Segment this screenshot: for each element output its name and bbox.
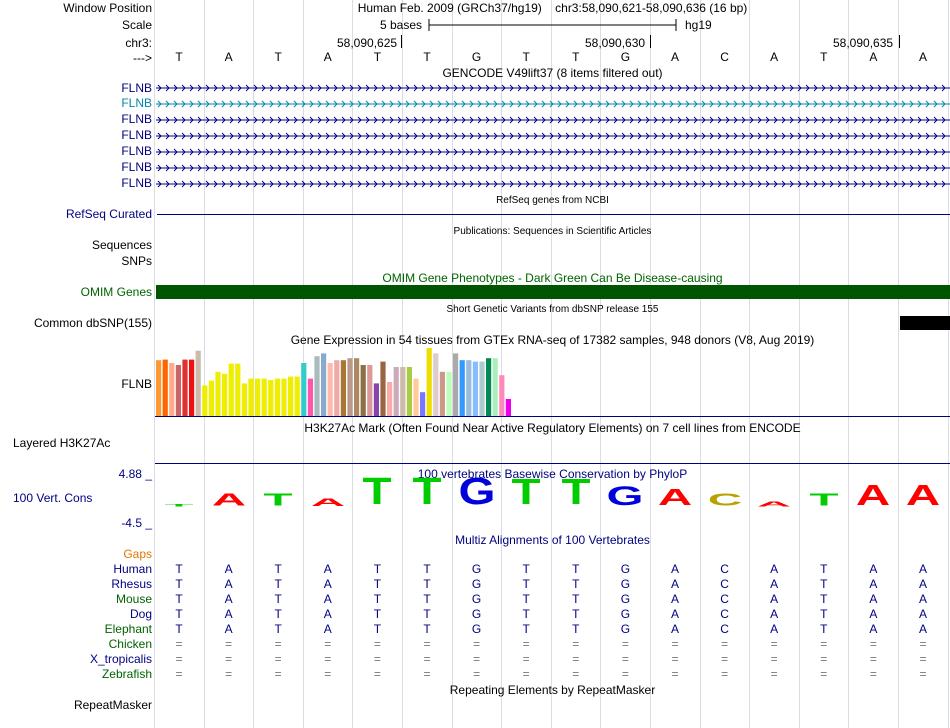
alignment-base: = [225,652,233,666]
omim-feature-bar[interactable] [156,285,950,299]
gtex-tissue-bar[interactable] [361,365,366,416]
tick-mark-2 [650,35,651,48]
alignment-base: A [918,592,927,606]
h3k27ac-baseline [155,463,950,464]
alignment-base: T [820,607,828,621]
alignment-base: G [471,562,482,576]
reference-base: A [670,50,679,64]
alignment-base: = [919,637,927,651]
alignment-base: A [224,562,233,576]
alignment-base: = [621,637,629,651]
gtex-tissue-bar[interactable] [209,381,214,416]
alignment-base: = [423,667,431,681]
gtex-tissue-bar[interactable] [215,372,220,416]
cons-max-label: 4.88 _ [118,467,152,481]
alignment-base: T [373,607,382,621]
refseq-label[interactable]: RefSeq Curated [65,207,152,221]
alignment-base: = [373,652,381,666]
gtex-tissue-bar[interactable] [446,372,451,416]
genome-browser-view: Window Position Scale chr3: ---> FLNB FLNB FLNB FLNB FLNB FLNB FLNB RefSeq Curated Sequences SNPs OMIM Genes Common dbSNP(155) FLNB Layered H3K27Ac 4.88 _ 100 Vert. Cons -4.5 _ Gaps Human Rhesus Mouse Dog Elephant Chicken X_tropicalis Zebrafish RepeatMasker Human Feb. 2009 (GRCh37/hg19) chr3:58,090,621-58,090,636 (16 bp) 5 bases hg19 58,090,625 58,090,630 58,090,635 T A T A T T G T T G A C A T A A GENCODE V49lift37 (8 items filtered out) RefSeq genes from NCBI Publications: Sequences in Scientific Articles OMIM Gene Phenotypes - Dark Green Can Be Disease-causing Short Genetic Variants from dbSNP release 155 Gene Expression in 54 tissues from GTEx RNA-seq of 17382 samples, 948 donors (V8, Aug 2019) H3K27Ac Mark (Often Found Near Active Regulatory Elements) on 7 cell lines from ENCODE 100 vertebrates Basewise Conservation by PhyloP T A T A T T G T T G A C A T A A Multiz Alignments of 100 Vertebrates T A T A T T G T T G A C A T A A T A T A T T G T T G A C A T A A T A T A T T G T T G A C A T A A T A T A T T G T T G A C A T A A T A T A T T G T T G A C A T A A = = = = = = = = = = = = = = = = = = = = = = = = = = = = = = = = = = = = = = = = = = = = = = = = Repeating Elements by RepeatMasker [0,0,950,728]
alignment-base: A [670,607,679,621]
alignment-base: T [373,592,382,606]
reference-base: T [820,50,828,64]
conservation-letter: T [511,472,541,513]
alignment-base: = [274,667,282,681]
alignment-base: A [770,592,779,606]
omim-genes-label[interactable]: OMIM Genes [80,285,152,299]
reference-base: A [224,50,233,64]
gtex-tissue-bar[interactable] [354,358,359,416]
alignment-base: = [324,652,332,666]
alignment-base: = [671,637,679,651]
gtex-tissue-bar[interactable] [202,385,207,416]
gencode-transcript-2[interactable] [156,98,950,110]
reference-base: G [620,50,631,64]
h3k27ac-title[interactable]: H3K27Ac Mark (Often Found Near Active Regulatory Elements) on 7 cell lines from ENCODE [304,421,801,435]
alignment-base: = [225,667,233,681]
gtex-tissue-bar[interactable] [235,364,240,416]
alignment-base: T [175,577,183,591]
alignment-base: = [473,667,481,681]
gaps-label: Gaps [123,547,152,561]
alignment-base: = [522,667,530,681]
gtex-tissue-bar[interactable] [499,375,504,416]
alignment-base: T [820,577,828,591]
gtex-tissue-bar[interactable] [341,360,346,416]
alignment-base: C [720,577,729,591]
gtex-tissue-bar[interactable] [295,377,300,416]
gtex-bar-chart[interactable] [155,346,950,416]
alignment-base: = [522,637,530,651]
gtex-tissue-bar[interactable] [281,379,286,416]
gtex-tissue-bar[interactable] [222,374,227,416]
alignment-base: A [323,622,332,636]
alignment-base: A [918,607,927,621]
species-label[interactable]: Chicken [108,637,152,651]
alignment-base: = [869,637,877,651]
gtex-tissue-bar[interactable] [413,379,418,416]
alignment-base: = [572,667,580,681]
gtex-tissue-bar[interactable] [314,356,319,416]
alignment-base: = [621,652,629,666]
reference-base: T [274,50,282,64]
alignment-base: = [175,652,183,666]
gtex-tissue-bar[interactable] [440,372,445,416]
gencode-label-7[interactable]: FLNB [121,176,152,190]
alignment-base: = [919,667,927,681]
alignment-base: = [324,667,332,681]
gtex-tissue-bar[interactable] [400,367,405,416]
alignment-base: T [274,622,282,636]
alignment-base: = [522,652,530,666]
alignment-base: = [572,652,580,666]
alignment-base: = [919,652,927,666]
conservation-letter: T [809,490,839,510]
refseq-gene-line[interactable] [157,214,950,215]
alignment-base: A [323,562,332,576]
gtex-tissue-bar[interactable] [473,362,478,416]
alignment-base: = [820,667,828,681]
alignment-base: T [274,577,282,591]
scale-bases-text: 5 bases [380,18,423,32]
tick-label-1: 58,090,625 [337,36,398,50]
alignment-base: A [770,562,779,576]
tick-label-2: 58,090,630 [585,36,646,50]
tick-mark-1 [401,35,402,48]
reference-base: A [323,50,332,64]
gtex-baseline [155,416,950,417]
gencode-label-5[interactable]: FLNB [121,144,152,158]
alignment-base: T [572,607,580,621]
scale-label: Scale [121,18,152,32]
alignment-base: = [423,637,431,651]
conservation-letter: T [164,503,194,508]
species-label[interactable]: Dog [129,607,152,621]
conservation-letter: G [458,471,496,513]
alignment-base: A [224,607,233,621]
gencode-transcript-1[interactable] [156,82,950,94]
alignment-base: T [274,562,282,576]
alignment-base: = [175,637,183,651]
gtex-tissue-bar[interactable] [433,353,438,416]
gencode-label-4[interactable]: FLNB [121,128,152,142]
alignment-base: T [820,562,828,576]
alignment-base: = [324,637,332,651]
gtex-tissue-bar[interactable] [321,353,326,416]
alignment-base: A [770,622,779,636]
alignment-base: T [423,562,431,576]
alignment-base: T [175,622,183,636]
reference-base: C [720,50,729,64]
gtex-tissue-bar[interactable] [301,363,306,416]
alignment-base: G [471,622,482,636]
gtex-tissue-bar[interactable] [275,379,280,416]
alignment-base: = [274,637,282,651]
alignment-base: G [620,622,631,636]
conservation-letter: T [362,471,392,513]
alignment-base: = [572,637,580,651]
window-position-label: Window Position [63,1,152,15]
alignment-base: A [869,622,878,636]
alignment-base: = [373,637,381,651]
tick-mark-3 [899,35,900,48]
alignment-base: A [670,577,679,591]
alignment-base: T [522,622,530,636]
alignment-base: T [274,607,282,621]
position-header [155,1,950,15]
alignment-base: G [471,607,482,621]
reference-base: A [918,50,927,64]
assembly-name: Human Feb. 2009 (GRCh37/hg19) [357,1,542,15]
dbsnp-label[interactable]: Common dbSNP(155) [33,316,152,330]
alignment-base: = [274,652,282,666]
alignment-base: A [670,622,679,636]
gtex-tissue-bar[interactable] [394,367,399,416]
gtex-gene-label[interactable]: FLNB [121,377,152,391]
alignment-base: A [323,577,332,591]
gencode-label-3[interactable]: FLNB [121,112,152,126]
alignment-base: = [820,652,828,666]
alignment-base: T [274,592,282,606]
conservation-letter: A [905,480,941,512]
alignment-base: A [323,607,332,621]
gencode-transcript-7[interactable] [156,178,950,190]
alignment-base: G [471,577,482,591]
alignment-base: = [621,667,629,681]
conservation-letter: T [263,490,293,510]
gtex-tissue-bar[interactable] [420,392,425,416]
gtex-tissue-bar[interactable] [328,363,333,416]
reference-base: T [373,50,382,64]
alignment-base: A [224,577,233,591]
publications-title[interactable]: Publications: Sequences in Scientific Articles [453,226,652,237]
alignment-base: A [869,607,878,621]
gtex-tissue-bar[interactable] [506,399,511,416]
gtex-tissue-bar[interactable] [262,379,267,416]
alignment-base: = [770,637,778,651]
species-label[interactable]: X_tropicalis [89,652,152,666]
gtex-tissue-bar[interactable] [182,360,187,416]
species-label[interactable]: Mouse [115,592,152,606]
chrom-label: chr3: [125,36,152,50]
alignment-base: A [670,592,679,606]
gtex-tissue-bar[interactable] [407,367,412,416]
gtex-tissue-bar[interactable] [493,358,498,416]
conservation-letter: T [561,472,591,513]
alignment-base: G [471,592,482,606]
alignment-base: T [522,607,530,621]
scale-bar [427,17,682,33]
alignment-base: T [175,607,183,621]
gtex-tissue-bar[interactable] [189,360,194,416]
alignment-base: T [373,562,382,576]
gencode-transcript-6[interactable] [156,162,950,174]
alignment-base: A [670,562,679,576]
gtex-tissue-bar[interactable] [308,379,313,416]
sequences-label[interactable]: Sequences [91,238,152,252]
alignment-base: T [522,592,530,606]
dbsnp-variant[interactable] [900,316,950,330]
alignment-base: A [869,592,878,606]
alignment-base: = [721,667,729,681]
alignment-base: T [423,622,431,636]
reference-base: T [423,50,431,64]
tick-label-3: 58,090,635 [833,36,894,50]
snps-label[interactable]: SNPs [121,254,152,268]
alignment-base: T [522,562,530,576]
gencode-label-2[interactable]: FLNB [121,96,152,110]
alignment-base: T [373,622,382,636]
alignment-base: C [720,562,729,576]
alignment-base: = [820,637,828,651]
gtex-tissue-bar[interactable] [374,383,379,416]
dbsnp-title[interactable]: Short Genetic Variants from dbSNP release 155 [446,304,659,315]
alignment-base: = [473,652,481,666]
gencode-label-1[interactable]: FLNB [121,81,152,95]
gencode-transcript-3[interactable] [156,114,950,126]
gtex-tissue-bar[interactable] [156,360,161,416]
alignment-base: = [869,667,877,681]
alignment-base: T [423,592,431,606]
gtex-tissue-bar[interactable] [242,383,247,416]
alignment-base: T [820,592,828,606]
gtex-tissue-bar[interactable] [387,382,392,416]
alignment-base: A [918,622,927,636]
repeatmasker-title[interactable]: Repeating Elements by RepeatMasker [449,683,656,697]
scale-db: hg19 [685,18,712,32]
conservation-letter: A [657,485,693,511]
conservation-letter: T [412,471,442,513]
reference-base: A [869,50,878,64]
conservation-letter: A [310,496,345,509]
omim-title[interactable]: OMIM Gene Phenotypes - Dark Green Can Be Disease-causing [382,271,723,285]
repeatmasker-label[interactable]: RepeatMasker [73,698,152,712]
alignment-base: A [770,607,779,621]
gtex-tissue-bar[interactable] [176,365,181,416]
multiz-title[interactable]: Multiz Alignments of 100 Vertebrates [455,533,650,547]
reference-base: T [175,50,183,64]
species-label[interactable]: Rhesus [111,577,152,591]
alignment-base: T [572,622,580,636]
alignment-base: A [323,592,332,606]
alignment-base: T [423,577,431,591]
cons-title[interactable]: 100 vertebrates Basewise Conservation by PhyloP [417,467,688,481]
alignment-base: = [770,667,778,681]
track-area[interactable] [155,0,950,728]
alignment-base: C [720,592,729,606]
gtex-tissue-bar[interactable] [163,360,168,416]
gencode-title[interactable]: GENCODE V49lift37 (8 items filtered out) [442,66,663,80]
alignment-base: A [918,577,927,591]
alignment-base: = [225,637,233,651]
refseq-title[interactable]: RefSeq genes from NCBI [496,195,609,206]
gtex-tissue-bar[interactable] [288,377,293,416]
gtex-tissue-bar[interactable] [367,365,372,416]
alignment-base: T [373,577,382,591]
conservation-letter: A [211,490,246,510]
alignment-base: = [671,652,679,666]
alignment-base: = [721,637,729,651]
alignment-base: G [620,577,631,591]
alignment-base: T [175,592,183,606]
gtex-tissue-bar[interactable] [268,380,273,416]
alignment-base: = [473,637,481,651]
alignment-base: C [720,622,729,636]
alignment-base: A [869,562,878,576]
alignment-base: = [770,652,778,666]
alignment-base: T [572,577,580,591]
alignment-base: = [869,652,877,666]
species-label[interactable]: Human [113,562,152,576]
conservation-letter: C [707,490,742,510]
gencode-transcript-5[interactable] [156,146,950,158]
gencode-transcript-4[interactable] [156,130,950,142]
gtex-tissue-bar[interactable] [460,360,465,416]
alignment-base: T [175,562,183,576]
alignment-base: T [522,577,530,591]
alignment-base: = [671,667,679,681]
alignment-base: A [224,592,233,606]
gtex-tissue-bar[interactable] [255,379,260,416]
gtex-tissue-bar[interactable] [466,360,471,416]
alignment-base: T [820,622,828,636]
gtex-title[interactable]: Gene Expression in 54 tissues from GTEx RNA-seq of 17382 samples, 948 donors (V8, Aug 2019) [290,333,815,347]
position-range: chr3:58,090,621-58,090,636 (16 bp) [555,1,748,15]
conservation-letter: A [757,499,792,509]
gtex-tissue-bar[interactable] [229,364,234,416]
alignment-base: G [620,592,631,606]
gtex-tissue-bar[interactable] [334,360,339,416]
alignment-base: = [721,652,729,666]
alignment-base: = [175,667,183,681]
reference-base: T [572,50,580,64]
reference-base: G [471,50,482,64]
gtex-tissue-bar[interactable] [453,353,458,416]
gtex-tissue-bar[interactable] [196,351,201,416]
species-label[interactable]: Zebrafish [101,667,152,681]
strand-arrow-label: ---> [133,51,152,65]
alignment-base: = [373,667,381,681]
gtex-tissue-bar[interactable] [427,348,432,416]
alignment-base: A [770,577,779,591]
species-label[interactable]: Elephant [104,622,152,636]
alignment-base: = [423,652,431,666]
alignment-base: T [572,592,580,606]
conservation-letter: G [606,481,644,512]
alignment-base: A [918,562,927,576]
alignment-base: G [620,607,631,621]
gtex-tissue-bar[interactable] [169,363,174,416]
reference-base: A [770,50,779,64]
cons-min-label: -4.5 _ [121,516,152,530]
gtex-tissue-bar[interactable] [479,362,484,416]
conservation-letter: A [856,480,891,512]
gencode-label-6[interactable]: FLNB [121,160,152,174]
alignment-base: A [869,577,878,591]
alignment-base: C [720,607,729,621]
gtex-tissue-bar[interactable] [347,358,352,416]
alignment-base: T [423,607,431,621]
alignment-base: A [224,622,233,636]
gtex-tissue-bar[interactable] [486,358,491,416]
gtex-tissue-bar[interactable] [380,362,385,416]
alignment-base: T [572,562,580,576]
gtex-tissue-bar[interactable] [248,379,253,416]
alignment-base: G [620,562,631,576]
reference-base: T [522,50,530,64]
